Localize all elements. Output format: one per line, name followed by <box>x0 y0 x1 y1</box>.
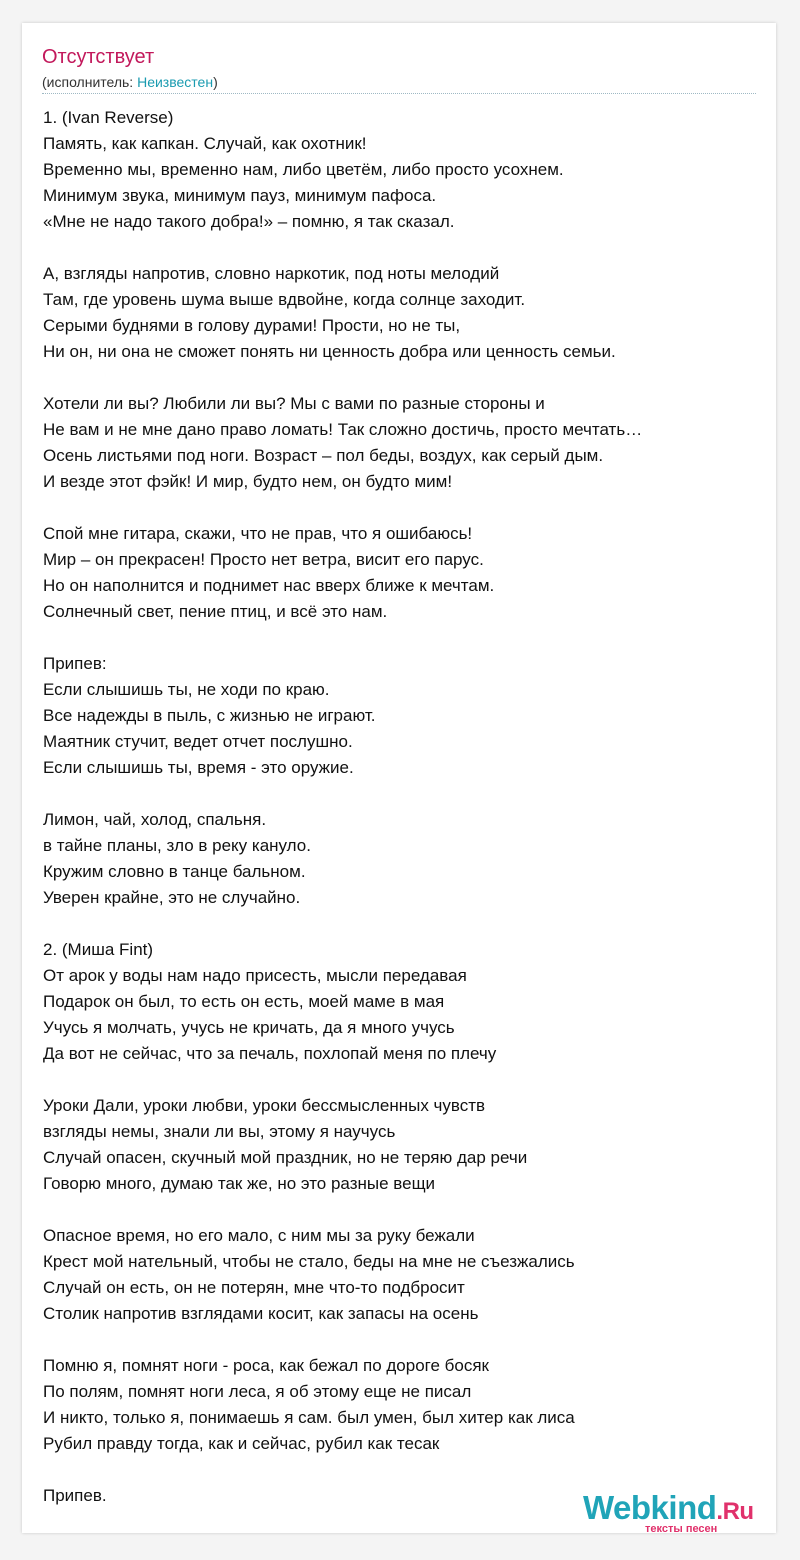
lyric-line: Припев: <box>43 654 107 673</box>
lyric-line: Память, как капкан. Случай, как охотник! <box>43 134 367 153</box>
lyric-line: Кружим словно в танце бальном. <box>43 862 306 881</box>
lyric-line: Не вам и не мне дано право ломать! Так сложно достичь, просто мечтать… <box>43 420 643 439</box>
lyric-line: И везде этот фэйк! И мир, будто нем, он будто мим! <box>43 472 453 491</box>
artist-link[interactable]: Неизвестен <box>137 74 214 90</box>
lyric-line: Говорю много, думаю так же, но это разные вещи <box>43 1174 436 1193</box>
lyric-line: Если слышишь ты, время - это оружие. <box>43 758 354 777</box>
lyric-line: взгляды немы, знали ли вы, этому я научусь <box>43 1122 396 1141</box>
stanza-break <box>43 1327 763 1353</box>
stanza-break <box>43 235 763 261</box>
lyric-line: Случай он есть, он не потерян, мне что-то подбросит <box>43 1278 465 1297</box>
stanza-break <box>43 781 763 807</box>
lyric-line: Но он наполнится и поднимет нас вверх ближе к мечтам. <box>43 576 495 595</box>
lyric-line: в тайне планы, зло в реку кануло. <box>43 836 311 855</box>
lyric-line: Хотели ли вы? Любили ли вы? Мы с вами по разные стороны и <box>43 394 545 413</box>
lyric-line: Уроки Дали, уроки любви, уроки бессмысленных чувств <box>43 1096 486 1115</box>
lyric-line: Мир – он прекрасен! Просто нет ветра, висит его парус. <box>43 550 484 569</box>
lyric-line: А, взгляды напротив, словно наркотик, под ноты мелодий <box>43 264 500 283</box>
site-logo[interactable] <box>583 1490 783 1538</box>
lyric-line: Учусь я молчать, учусь не кричать, да я много учусь <box>43 1018 455 1037</box>
lyric-line: Случай опасен, скучный мой праздник, но не теряю дар речи <box>43 1148 528 1167</box>
stanza-break <box>43 1457 763 1483</box>
logo-tld: .Ru <box>716 1498 754 1525</box>
lyric-line: Рубил правду тогда, как и сейчас, рубил как тесак <box>43 1434 440 1453</box>
lyric-line: 2. (Миша Fint) <box>43 940 154 959</box>
lyric-line: Там, где уровень шума выше вдвойне, когда солнце заходит. <box>43 290 526 309</box>
lyric-line: Спой мне гитара, скажи, что не прав, что я ошибаюсь! <box>43 524 473 543</box>
lyric-line: Минимум звука, минимум пауз, минимум пафоса. <box>43 186 437 205</box>
logo-tagline: тексты песен <box>645 1523 718 1535</box>
lyric-line: И никто, только я, понимаешь я сам. был умен, был хитер как лиса <box>43 1408 575 1427</box>
lyric-line: Временно мы, временно нам, либо цветём, либо просто усохнем. <box>43 160 564 179</box>
stanza-break <box>43 1197 763 1223</box>
artist-prefix: (исполнитель: <box>42 74 138 90</box>
lyric-line: Лимон, чай, холод, спальня. <box>43 810 267 829</box>
lyric-line: От арок у воды нам надо присесть, мысли передавая <box>43 966 467 985</box>
lyric-line: По полям, помнят ноги леса, я об этому еще не писал <box>43 1382 472 1401</box>
lyric-line: Ни он, ни она не сможет понять ни ценность добра или ценность семьи. <box>43 342 616 361</box>
lyric-line: «Мне не надо такого добра!» – помню, я так сказал. <box>43 212 455 231</box>
stanza-break <box>43 1067 763 1093</box>
lyric-line: Серыми буднями в голову дурами! Прости, но не ты, <box>43 316 461 335</box>
stanza-break <box>43 365 763 391</box>
lyric-line: Столик напротив взглядами косит, как запасы на осень <box>43 1304 479 1323</box>
stanza-break <box>43 495 763 521</box>
lyric-line: Солнечный свет, пение птиц, и всё это нам. <box>43 602 388 621</box>
lyric-line: Опасное время, но его мало, с ним мы за руку бежали <box>43 1226 475 1245</box>
song-title: Отсутствует <box>42 46 155 68</box>
lyric-line: Крест мой нательный, чтобы не стало, беды на мне не съезжались <box>43 1252 575 1271</box>
lyrics-body <box>43 105 763 1509</box>
lyric-line: Осень листьями под ноги. Возраст – пол беды, воздух, как серый дым. <box>43 446 604 465</box>
lyric-line: Да вот не сейчас, что за печаль, похлопай меня по плечу <box>43 1044 497 1063</box>
stanza-break <box>43 911 763 937</box>
lyric-line: Уверен крайне, это не случайно. <box>43 888 301 907</box>
lyric-line: Маятник стучит, ведет отчет послушно. <box>43 732 353 751</box>
stanza-break <box>43 625 763 651</box>
lyric-line: 1. (Ivan Reverse) <box>43 108 174 127</box>
lyric-line: Все надежды в пыль, с жизнью не играют. <box>43 706 376 725</box>
logo-name: Webkind <box>583 1489 717 1526</box>
title-divider <box>42 93 756 94</box>
lyric-line: Если слышишь ты, не ходи по краю. <box>43 680 330 699</box>
lyric-line: Помню я, помнят ноги - роса, как бежал по дороге босяк <box>43 1356 489 1375</box>
artist-suffix: ) <box>213 74 218 90</box>
lyric-line: Припев. <box>43 1486 107 1505</box>
lyric-line: Подарок он был, то есть он есть, моей маме в мая <box>43 992 445 1011</box>
artist-line <box>42 73 218 91</box>
